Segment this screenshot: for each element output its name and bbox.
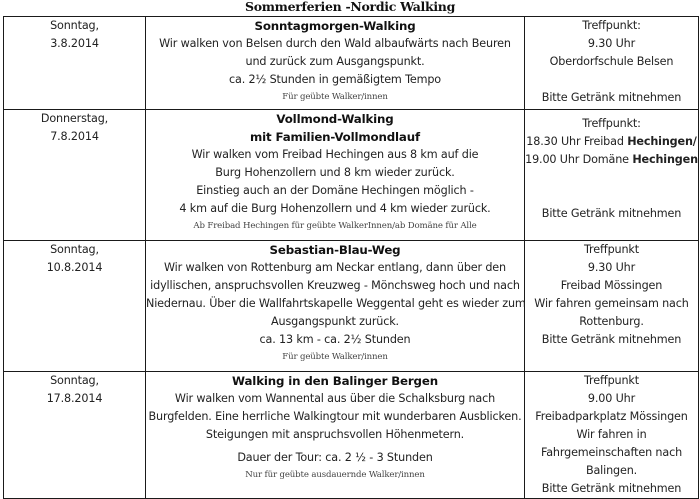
meeting-place: Oberdorfschule Belsen: [549, 55, 674, 68]
page-title: Sommerferien -Nordic Walking: [244, 0, 456, 14]
meeting-cell: [525, 241, 699, 372]
event-date: 3.8.2014: [50, 37, 99, 50]
event-date: 10.8.2014: [46, 261, 103, 274]
meeting-time: 9.00 Uhr: [587, 392, 636, 405]
meeting-cell: [525, 17, 699, 110]
date-cell: [4, 110, 146, 241]
event-note: Für geübte Walker/innen: [282, 92, 388, 102]
event-subtitle: mit Familien-Vollmondlauf: [250, 130, 420, 144]
event-note: Ab Freibad Hechingen für geübte WalkerInnen/ab Domäne für Alle: [193, 221, 477, 231]
meeting-info: Rottenburg.: [579, 315, 644, 328]
meeting-time-text: 18.30 Uhr Freibad: [526, 135, 628, 148]
meeting-time: 9.30 Uhr: [587, 261, 636, 274]
date-cell: [4, 17, 146, 110]
table-row: [4, 110, 699, 241]
description-line: ca. 2½ Stunden in gemäßigtem Tempo: [229, 73, 441, 86]
table-row: [4, 17, 699, 110]
description-cell: [146, 17, 525, 110]
event-name: Walking in den Balinger Bergen: [232, 374, 438, 388]
event-date: 17.8.2014: [46, 392, 103, 405]
event-date: 7.8.2014: [50, 130, 99, 143]
table-row: [4, 241, 699, 372]
meeting-info: Wir fahren gemeinsam nach: [534, 297, 689, 310]
event-duration: Dauer der Tour: ca. 2 ½ - 3 Stunden: [237, 451, 433, 464]
description-cell: [146, 110, 525, 241]
meeting-line-1: [525, 133, 698, 151]
meeting-time-text: 19.00 Uhr Domäne: [525, 153, 633, 166]
description-line: Einstieg auch an der Domäne Hechingen möglich -: [196, 184, 474, 197]
event-duration: ca. 13 km - ca. 2½ Stunden: [259, 333, 411, 346]
description-line: Wir walken von Rottenburg am Neckar entlang, dann über den: [164, 261, 506, 274]
event-name: Vollmond-Walking: [276, 112, 394, 126]
description-line: Wir walken vom Freibad Hechingen aus 8 km auf die: [191, 148, 479, 161]
meeting-place-bold: Hechingen: [632, 153, 698, 166]
meeting-reminder: Bitte Getränk mitnehmen: [541, 482, 682, 495]
event-note: Nur für geübte ausdauernde Walker/innen: [245, 470, 425, 480]
description-line: Wir walken von Belsen durch den Wald albaufwärts nach Beuren: [159, 37, 511, 50]
description-cell: [146, 241, 525, 372]
description-line: Burgfelden. Eine herrliche Walkingtour mit wunderbaren Ausblicken.: [148, 410, 522, 423]
meeting-place-bold: Hechingen/: [627, 135, 697, 148]
meeting-place: Freibadparkplatz Mössingen: [535, 410, 688, 423]
meeting-cell: [525, 372, 699, 499]
meeting-info: Fahrgemeinschaften nach: [540, 446, 683, 459]
meeting-reminder: Bitte Getränk mitnehmen: [541, 91, 682, 104]
description-line: Steigungen mit anspruchsvollen Höhenmetern.: [205, 428, 465, 441]
meeting-time: 9.30 Uhr: [587, 37, 636, 50]
description-line: Wir walken vom Wannental aus über die Schalksburg nach: [174, 392, 496, 405]
description-line: Burg Hohenzollern und 8 km wieder zurück.: [215, 166, 455, 179]
meeting-label: Treffpunkt: [584, 374, 639, 387]
meeting-reminder: Bitte Getränk mitnehmen: [541, 207, 682, 220]
event-day: Sonntag,: [50, 374, 99, 387]
description-line: Ausgangspunkt zurück.: [271, 315, 399, 328]
schedule-table: [3, 16, 699, 499]
meeting-reminder: Bitte Getränk mitnehmen: [541, 333, 682, 346]
description-line: idyllischen, anspruchsvollen Kreuzweg - Mönchsweg hoch und nach: [150, 279, 520, 292]
table-row: [4, 372, 699, 499]
description-line: 4 km auf die Burg Hohenzollern und 4 km wieder zurück.: [179, 202, 491, 215]
event-day: Sonntag,: [50, 243, 99, 256]
meeting-info: Wir fahren in: [576, 428, 647, 441]
event-day: Sonntag,: [50, 19, 99, 32]
description-cell: [146, 372, 525, 499]
description-line: Niedernau. Über die Wallfahrtskapelle Weggental geht es wieder zum: [146, 297, 526, 310]
meeting-place: Freibad Mössingen: [560, 279, 663, 292]
meeting-label: Treffpunkt: [584, 243, 639, 256]
event-name: Sebastian-Blau-Weg: [269, 243, 401, 257]
meeting-label: Treffpunkt:: [582, 19, 641, 32]
event-note: Für geübte Walker/innen: [282, 352, 388, 362]
meeting-line-2: [525, 151, 698, 169]
meeting-info: Balingen.: [585, 464, 638, 477]
date-cell: [4, 372, 146, 499]
event-name: Sonntagmorgen-Walking: [254, 19, 416, 33]
date-cell: [4, 241, 146, 372]
description-line: und zurück zum Ausgangspunkt.: [245, 55, 425, 68]
meeting-label: Treffpunkt:: [582, 117, 641, 130]
event-day: Donnerstag,: [40, 112, 109, 125]
meeting-cell: [525, 110, 699, 241]
